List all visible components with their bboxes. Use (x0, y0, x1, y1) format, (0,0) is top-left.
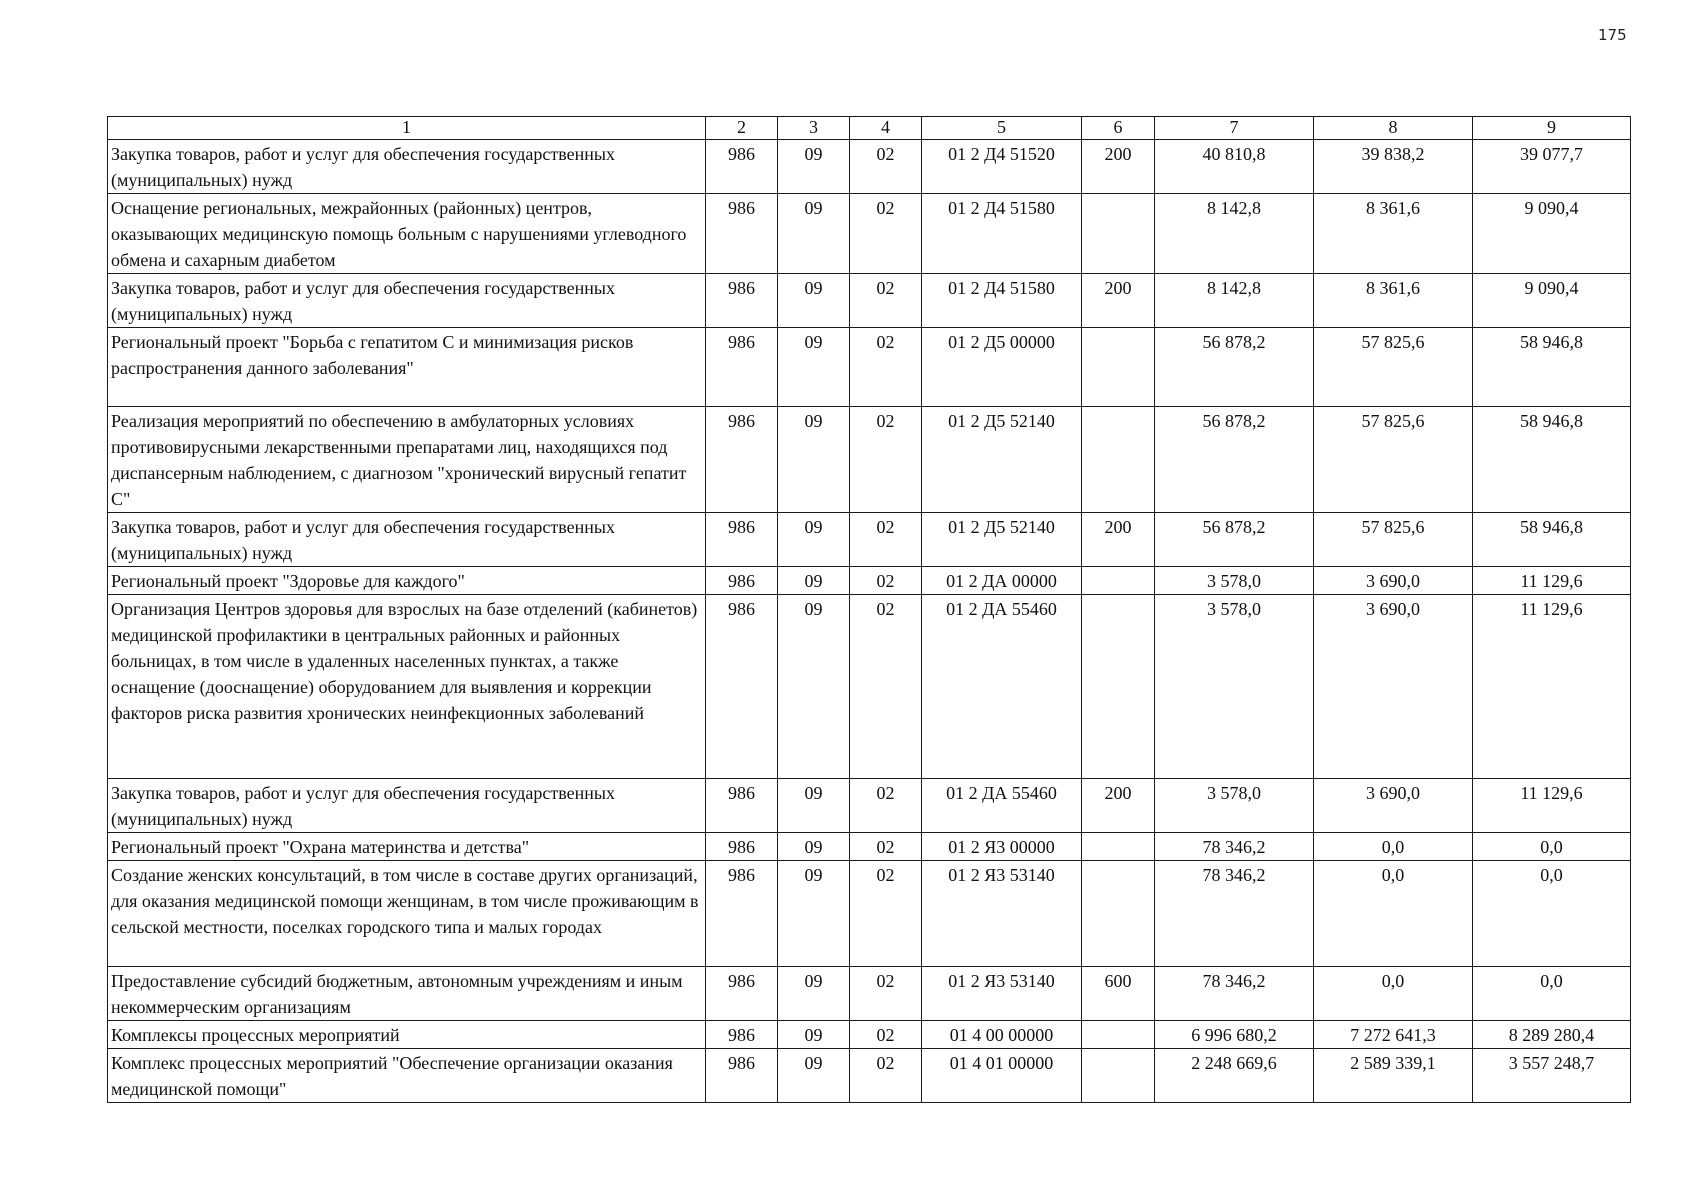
table-row (108, 595, 1631, 779)
amount-year-3: 0,0 (1473, 967, 1631, 1021)
amount-year-1: 6 996 680,2 (1155, 1021, 1314, 1049)
amount-year-3: 39 077,7 (1473, 140, 1631, 194)
table-row (108, 1049, 1631, 1103)
amount-year-2: 7 272 641,3 (1314, 1021, 1473, 1049)
table-row (108, 567, 1631, 595)
amount-year-2: 3 690,0 (1314, 567, 1473, 595)
expense-type-code (1082, 407, 1155, 513)
section-code: 09 (778, 833, 850, 861)
ministry-code: 986 (706, 1021, 778, 1049)
amount-year-3: 58 946,8 (1473, 407, 1631, 513)
amount-year-2: 57 825,6 (1314, 407, 1473, 513)
amount-year-1: 78 346,2 (1155, 833, 1314, 861)
expense-type-code: 200 (1082, 513, 1155, 567)
target-article-code: 01 2 ДА 55460 (922, 595, 1082, 779)
target-article-code: 01 2 Д4 51580 (922, 194, 1082, 274)
row-name: Реализация мероприятий по обеспечению в амбулаторных условиях противовирусными лекарственными препаратами лиц, находящихся под диспансерным наблюдением, с диагнозом "хронический вирусный гепатит С" (108, 407, 706, 513)
row-name: Региональный проект "Здоровье для каждого" (108, 567, 706, 595)
expense-type-code (1082, 328, 1155, 407)
ministry-code: 986 (706, 513, 778, 567)
subsection-code: 02 (850, 779, 922, 833)
table-row (108, 967, 1631, 1021)
table-row (108, 861, 1631, 967)
amount-year-1: 56 878,2 (1155, 328, 1314, 407)
target-article-code: 01 2 Д5 52140 (922, 407, 1082, 513)
target-article-code: 01 2 Д4 51520 (922, 140, 1082, 194)
amount-year-1: 40 810,8 (1155, 140, 1314, 194)
expense-type-code (1082, 595, 1155, 779)
amount-year-1: 78 346,2 (1155, 967, 1314, 1021)
subsection-code: 02 (850, 274, 922, 328)
target-article-code: 01 4 00 00000 (922, 1021, 1082, 1049)
column-header: 6 (1082, 117, 1155, 140)
column-header: 1 (108, 117, 706, 140)
ministry-code: 986 (706, 407, 778, 513)
amount-year-3: 8 289 280,4 (1473, 1021, 1631, 1049)
amount-year-3: 0,0 (1473, 833, 1631, 861)
section-code: 09 (778, 967, 850, 1021)
amount-year-1: 3 578,0 (1155, 779, 1314, 833)
section-code: 09 (778, 274, 850, 328)
header-row (108, 117, 1631, 140)
amount-year-3: 9 090,4 (1473, 194, 1631, 274)
column-header: 4 (850, 117, 922, 140)
row-name: Закупка товаров, работ и услуг для обеспечения государственных (муниципальных) нужд (108, 140, 706, 194)
section-code: 09 (778, 513, 850, 567)
column-header: 3 (778, 117, 850, 140)
expense-type-code (1082, 567, 1155, 595)
amount-year-2: 0,0 (1314, 967, 1473, 1021)
section-code: 09 (778, 1049, 850, 1103)
target-article-code: 01 2 Д5 52140 (922, 513, 1082, 567)
row-name: Комплексы процессных мероприятий (108, 1021, 706, 1049)
table-row (108, 513, 1631, 567)
ministry-code: 986 (706, 861, 778, 967)
target-article-code: 01 2 Я3 53140 (922, 967, 1082, 1021)
target-article-code: 01 2 Я3 00000 (922, 833, 1082, 861)
ministry-code: 986 (706, 779, 778, 833)
target-article-code: 01 4 01 00000 (922, 1049, 1082, 1103)
subsection-code: 02 (850, 407, 922, 513)
row-name: Региональный проект "Охрана материнства и детства" (108, 833, 706, 861)
section-code: 09 (778, 861, 850, 967)
ministry-code: 986 (706, 567, 778, 595)
table-row (108, 779, 1631, 833)
ministry-code: 986 (706, 274, 778, 328)
amount-year-2: 57 825,6 (1314, 328, 1473, 407)
section-code: 09 (778, 407, 850, 513)
row-name: Закупка товаров, работ и услуг для обеспечения государственных (муниципальных) нужд (108, 779, 706, 833)
row-name: Комплекс процессных мероприятий "Обеспечение организации оказания медицинской помощи" (108, 1049, 706, 1103)
page-number: 175 (1598, 26, 1627, 44)
subsection-code: 02 (850, 833, 922, 861)
target-article-code: 01 2 Д5 00000 (922, 328, 1082, 407)
table-row (108, 833, 1631, 861)
expense-type-code (1082, 194, 1155, 274)
expense-type-code (1082, 861, 1155, 967)
section-code: 09 (778, 328, 850, 407)
subsection-code: 02 (850, 967, 922, 1021)
amount-year-1: 3 578,0 (1155, 567, 1314, 595)
table-row (108, 194, 1631, 274)
expense-type-code (1082, 833, 1155, 861)
subsection-code: 02 (850, 1049, 922, 1103)
amount-year-2: 8 361,6 (1314, 274, 1473, 328)
amount-year-2: 3 690,0 (1314, 779, 1473, 833)
subsection-code: 02 (850, 595, 922, 779)
subsection-code: 02 (850, 328, 922, 407)
amount-year-1: 56 878,2 (1155, 407, 1314, 513)
table-row (108, 407, 1631, 513)
amount-year-1: 56 878,2 (1155, 513, 1314, 567)
amount-year-1: 3 578,0 (1155, 595, 1314, 779)
row-name: Создание женских консультаций, в том числе в составе других организаций, для оказания медицинской помощи женщинам, в том числе проживающим в сельской местности, поселках городского типа и малых городах (108, 861, 706, 967)
ministry-code: 986 (706, 967, 778, 1021)
expense-type-code: 200 (1082, 779, 1155, 833)
target-article-code: 01 2 Д4 51580 (922, 274, 1082, 328)
expense-type-code (1082, 1049, 1155, 1103)
row-name: Оснащение региональных, межрайонных (районных) центров, оказывающих медицинскую помощь больным с нарушениями углеводного обмена и сахарным диабетом (108, 194, 706, 274)
ministry-code: 986 (706, 595, 778, 779)
table-row (108, 1021, 1631, 1049)
amount-year-1: 8 142,8 (1155, 194, 1314, 274)
target-article-code: 01 2 ДА 00000 (922, 567, 1082, 595)
column-header: 7 (1155, 117, 1314, 140)
amount-year-3: 3 557 248,7 (1473, 1049, 1631, 1103)
section-code: 09 (778, 1021, 850, 1049)
column-header: 5 (922, 117, 1082, 140)
target-article-code: 01 2 Я3 53140 (922, 861, 1082, 967)
amount-year-3: 11 129,6 (1473, 595, 1631, 779)
amount-year-1: 8 142,8 (1155, 274, 1314, 328)
amount-year-2: 0,0 (1314, 833, 1473, 861)
amount-year-3: 0,0 (1473, 861, 1631, 967)
subsection-code: 02 (850, 513, 922, 567)
amount-year-2: 39 838,2 (1314, 140, 1473, 194)
expense-type-code (1082, 1021, 1155, 1049)
table-row (108, 274, 1631, 328)
section-code: 09 (778, 194, 850, 274)
row-name: Закупка товаров, работ и услуг для обеспечения государственных (муниципальных) нужд (108, 513, 706, 567)
amount-year-2: 2 589 339,1 (1314, 1049, 1473, 1103)
row-name: Региональный проект "Борьба с гепатитом С и минимизация рисков распространения данного заболевания" (108, 328, 706, 407)
section-code: 09 (778, 140, 850, 194)
amount-year-3: 9 090,4 (1473, 274, 1631, 328)
section-code: 09 (778, 779, 850, 833)
expense-type-code: 200 (1082, 140, 1155, 194)
ministry-code: 986 (706, 140, 778, 194)
amount-year-3: 58 946,8 (1473, 513, 1631, 567)
row-name: Организация Центров здоровья для взрослых на базе отделений (кабинетов) медицинской профилактики в центральных районных и районных больницах, в том числе в удаленных населенных пунктах, а также оснащение (дооснащение) оборудованием для выявления и коррекции факторов риска развития хронических неинфекционных заболеваний (108, 595, 706, 779)
section-code: 09 (778, 595, 850, 779)
subsection-code: 02 (850, 861, 922, 967)
subsection-code: 02 (850, 140, 922, 194)
amount-year-1: 2 248 669,6 (1155, 1049, 1314, 1103)
row-name: Закупка товаров, работ и услуг для обеспечения государственных (муниципальных) нужд (108, 274, 706, 328)
section-code: 09 (778, 567, 850, 595)
budget-table (107, 116, 1631, 1103)
target-article-code: 01 2 ДА 55460 (922, 779, 1082, 833)
amount-year-2: 8 361,6 (1314, 194, 1473, 274)
amount-year-3: 58 946,8 (1473, 328, 1631, 407)
ministry-code: 986 (706, 194, 778, 274)
amount-year-3: 11 129,6 (1473, 567, 1631, 595)
expense-type-code: 200 (1082, 274, 1155, 328)
row-name: Предоставление субсидий бюджетным, автономным учреждениям и иным некоммерческим организациям (108, 967, 706, 1021)
subsection-code: 02 (850, 194, 922, 274)
column-header: 9 (1473, 117, 1631, 140)
subsection-code: 02 (850, 1021, 922, 1049)
expense-type-code: 600 (1082, 967, 1155, 1021)
amount-year-2: 57 825,6 (1314, 513, 1473, 567)
amount-year-3: 11 129,6 (1473, 779, 1631, 833)
amount-year-2: 3 690,0 (1314, 595, 1473, 779)
ministry-code: 986 (706, 1049, 778, 1103)
table-row (108, 140, 1631, 194)
ministry-code: 986 (706, 833, 778, 861)
amount-year-2: 0,0 (1314, 861, 1473, 967)
ministry-code: 986 (706, 328, 778, 407)
column-header: 8 (1314, 117, 1473, 140)
column-header: 2 (706, 117, 778, 140)
table-row (108, 328, 1631, 407)
amount-year-1: 78 346,2 (1155, 861, 1314, 967)
subsection-code: 02 (850, 567, 922, 595)
